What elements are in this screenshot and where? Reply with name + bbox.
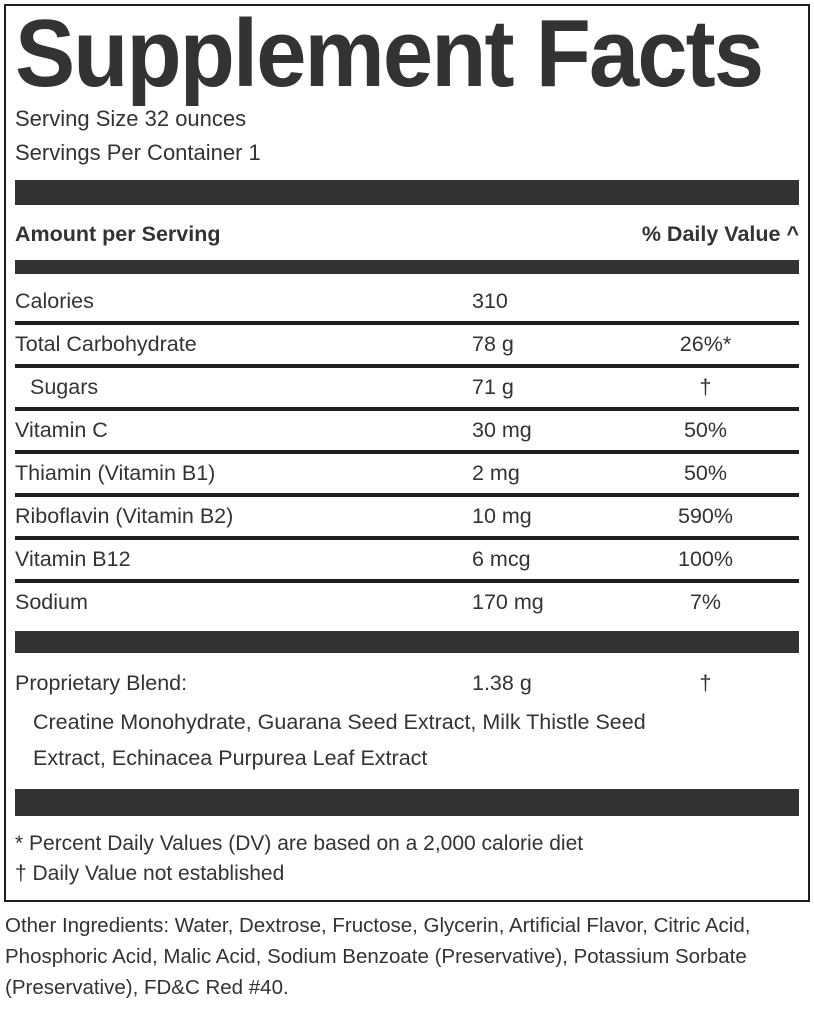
panel-title: Supplement Facts (15, 0, 763, 107)
footnote-dv-not-established: † Daily Value not established (15, 862, 285, 885)
nutrient-row (15, 454, 799, 493)
divider-bar-after-sodium (15, 631, 799, 653)
blend-amount: 1.38 g (472, 671, 532, 695)
nutrient-name: Total Carbohydrate (15, 332, 197, 356)
nutrient-amount: 170 mg (472, 590, 544, 614)
nutrient-amount: 6 mcg (472, 547, 531, 571)
footnote-daily-values: * Percent Daily Values (DV) are based on a 2,000 calorie diet (15, 832, 584, 855)
nutrient-row (15, 411, 799, 450)
nutrient-row (15, 368, 799, 407)
divider-bar-after-blend (15, 789, 799, 816)
blend-ingredients: Creatine Monohydrate, Guarana Seed Extract, Milk Thistle Seed Extract, Echinacea Purpurea Leaf Extract (33, 710, 646, 770)
nutrient-name: Riboflavin (Vitamin B2) (15, 504, 234, 528)
nutrient-name: Calories (15, 289, 94, 313)
nutrient-amount: 2 mg (472, 461, 520, 485)
nutrient-daily-value (612, 289, 799, 314)
nutrient-row (15, 274, 799, 321)
nutrient-amount: 10 mg (472, 504, 532, 528)
proprietary-blend-row (15, 653, 799, 696)
nutrient-name: Sodium (15, 590, 88, 614)
nutrient-name: Thiamin (Vitamin B1) (15, 461, 216, 485)
nutrient-row (15, 583, 799, 631)
amount-per-serving-header: Amount per Serving (15, 222, 221, 246)
nutrient-amount: 310 (472, 289, 508, 313)
supplement-facts-panel (4, 0, 810, 902)
nutrient-row (15, 325, 799, 364)
nutrient-amount: 71 g (472, 375, 514, 399)
serving-size-line: Serving Size 32 ounces (15, 106, 247, 131)
nutrient-amount: 78 g (472, 332, 514, 356)
nutrient-name: Vitamin C (15, 418, 108, 442)
blend-daily-value: † (699, 671, 712, 695)
nutrient-daily-value: † (699, 375, 712, 399)
nutrient-rows (15, 274, 799, 631)
nutrient-row (15, 540, 799, 579)
footnotes (15, 816, 799, 895)
other-ingredients-paragraph: Other Ingredients: Water, Dextrose, Fructose, Glycerin, Artificial Flavor, Citric Acid, Phosphoric Acid, Malic Acid, Sodium Benzoate (Preservative), Potassium Sorbate (Preservative), FD&C Red #40. (5, 914, 751, 999)
nutrient-name: Sugars (30, 375, 99, 399)
nutrient-amount: 30 mg (472, 418, 532, 442)
blend-name: Proprietary Blend: (15, 671, 188, 695)
divider-bar-top (15, 180, 799, 205)
servings-per-container-line: Servings Per Container 1 (15, 140, 261, 165)
nutrient-name: Vitamin B12 (15, 547, 131, 571)
nutrient-row (15, 497, 799, 536)
nutrient-daily-value: 50% (683, 418, 728, 442)
nutrient-daily-value: 590% (678, 504, 733, 528)
nutrient-daily-value: 50% (683, 461, 728, 485)
divider-bar-header (15, 260, 799, 274)
nutrient-daily-value: 26%* (679, 332, 732, 356)
nutrient-daily-value: 7% (689, 590, 722, 614)
daily-value-header: % Daily Value ^ (641, 222, 799, 246)
nutrient-daily-value: 100% (678, 547, 733, 571)
column-header-row (15, 205, 799, 260)
